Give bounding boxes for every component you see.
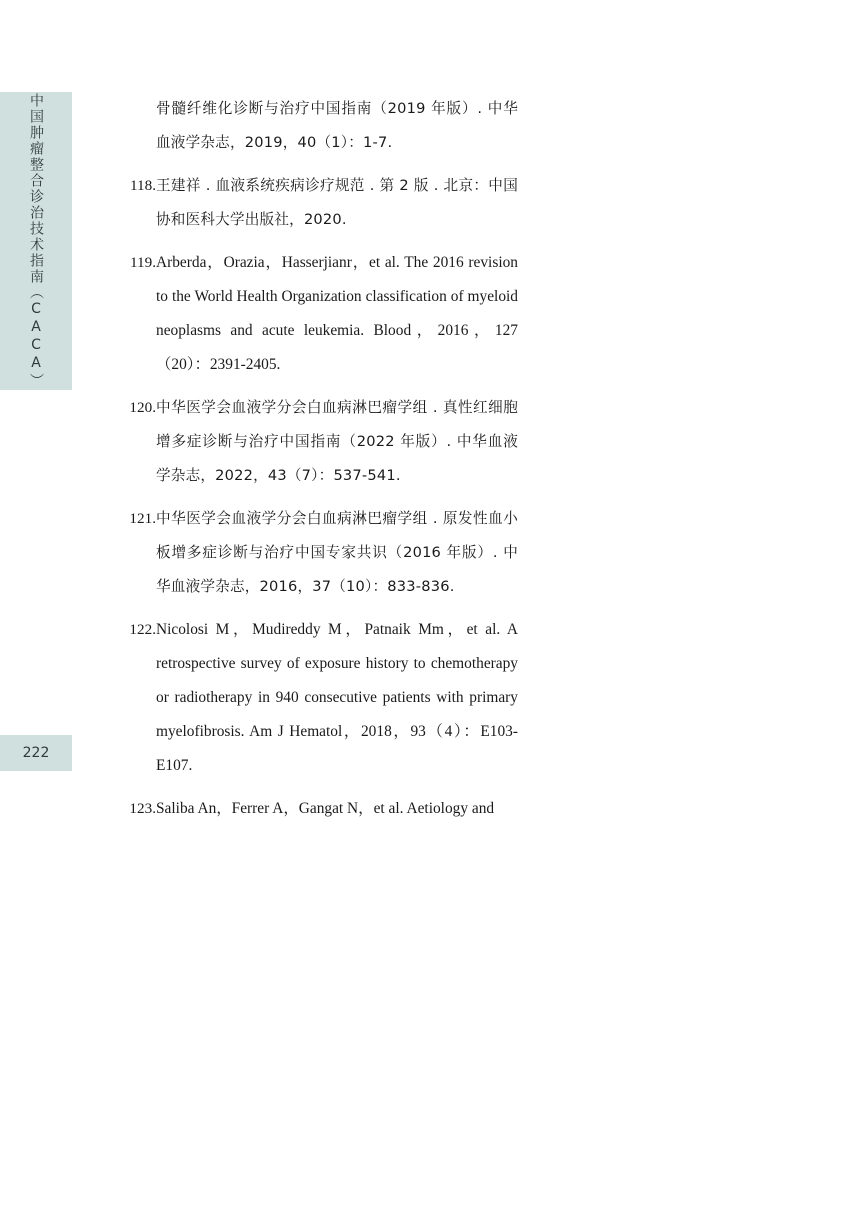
reference-text: 骨髓纤维化诊断与治疗中国指南（2019 年版）. 中华血液学杂志，2019，40（1）：1-7. xyxy=(156,100,518,151)
reference-entry xyxy=(118,92,518,160)
reference-entry xyxy=(118,169,518,237)
reference-number: 120. xyxy=(129,399,156,416)
reference-number: 121. xyxy=(129,510,156,527)
reference-entry xyxy=(118,613,518,783)
reference-number: 123. xyxy=(129,800,156,817)
reference-entry xyxy=(118,391,518,493)
side-running-title-tab xyxy=(0,92,72,390)
page-number: 222 xyxy=(22,745,50,761)
side-running-title-text: 中国肿瘤整合诊治技术指南（CACA） xyxy=(28,93,44,389)
reference-text: Arberda，Orazia，Hasserjianr，et al. The 2016 revision to the World Health Organization classification of myeloid neoplasms and acute leukemia. Blood，2016，127（20）：2391-2405. xyxy=(156,254,518,373)
page-number-block xyxy=(0,735,72,771)
reference-number: 118. xyxy=(129,177,156,194)
reference-text: Saliba An，Ferrer A，Gangat N，et al. Aetiology and xyxy=(156,800,495,817)
reference-entry xyxy=(118,792,518,826)
reference-text: 王建祥 . 血液系统疾病诊疗规范 . 第 2 版 . 北京：中国协和医科大学出版社，2020. xyxy=(156,177,518,228)
reference-entry xyxy=(118,502,518,604)
reference-number: 122. xyxy=(129,621,156,638)
reference-text: 中华医学会血液学分会白血病淋巴瘤学组 . 真性红细胞增多症诊断与治疗中国指南（2022 年版）. 中华血液学杂志，2022，43（7）：537-541. xyxy=(156,399,518,484)
reference-entry xyxy=(118,246,518,382)
reference-text: Nicolosi M，Mudireddy M，Patnaik Mm，et al. A retrospective survey of exposure history to chemotherapy or radiotherapy in 940 consecutive patients with primary myelofibrosis. Am J Hematol，2018，93（4）：E103-E107. xyxy=(156,621,518,774)
reference-list xyxy=(118,92,518,835)
reference-number: 119. xyxy=(129,254,156,271)
reference-text: 中华医学会血液学分会白血病淋巴瘤学组 . 原发性血小板增多症诊断与治疗中国专家共识（2016 年版）. 中华血液学杂志，2016，37（10）：833-836. xyxy=(156,510,518,595)
